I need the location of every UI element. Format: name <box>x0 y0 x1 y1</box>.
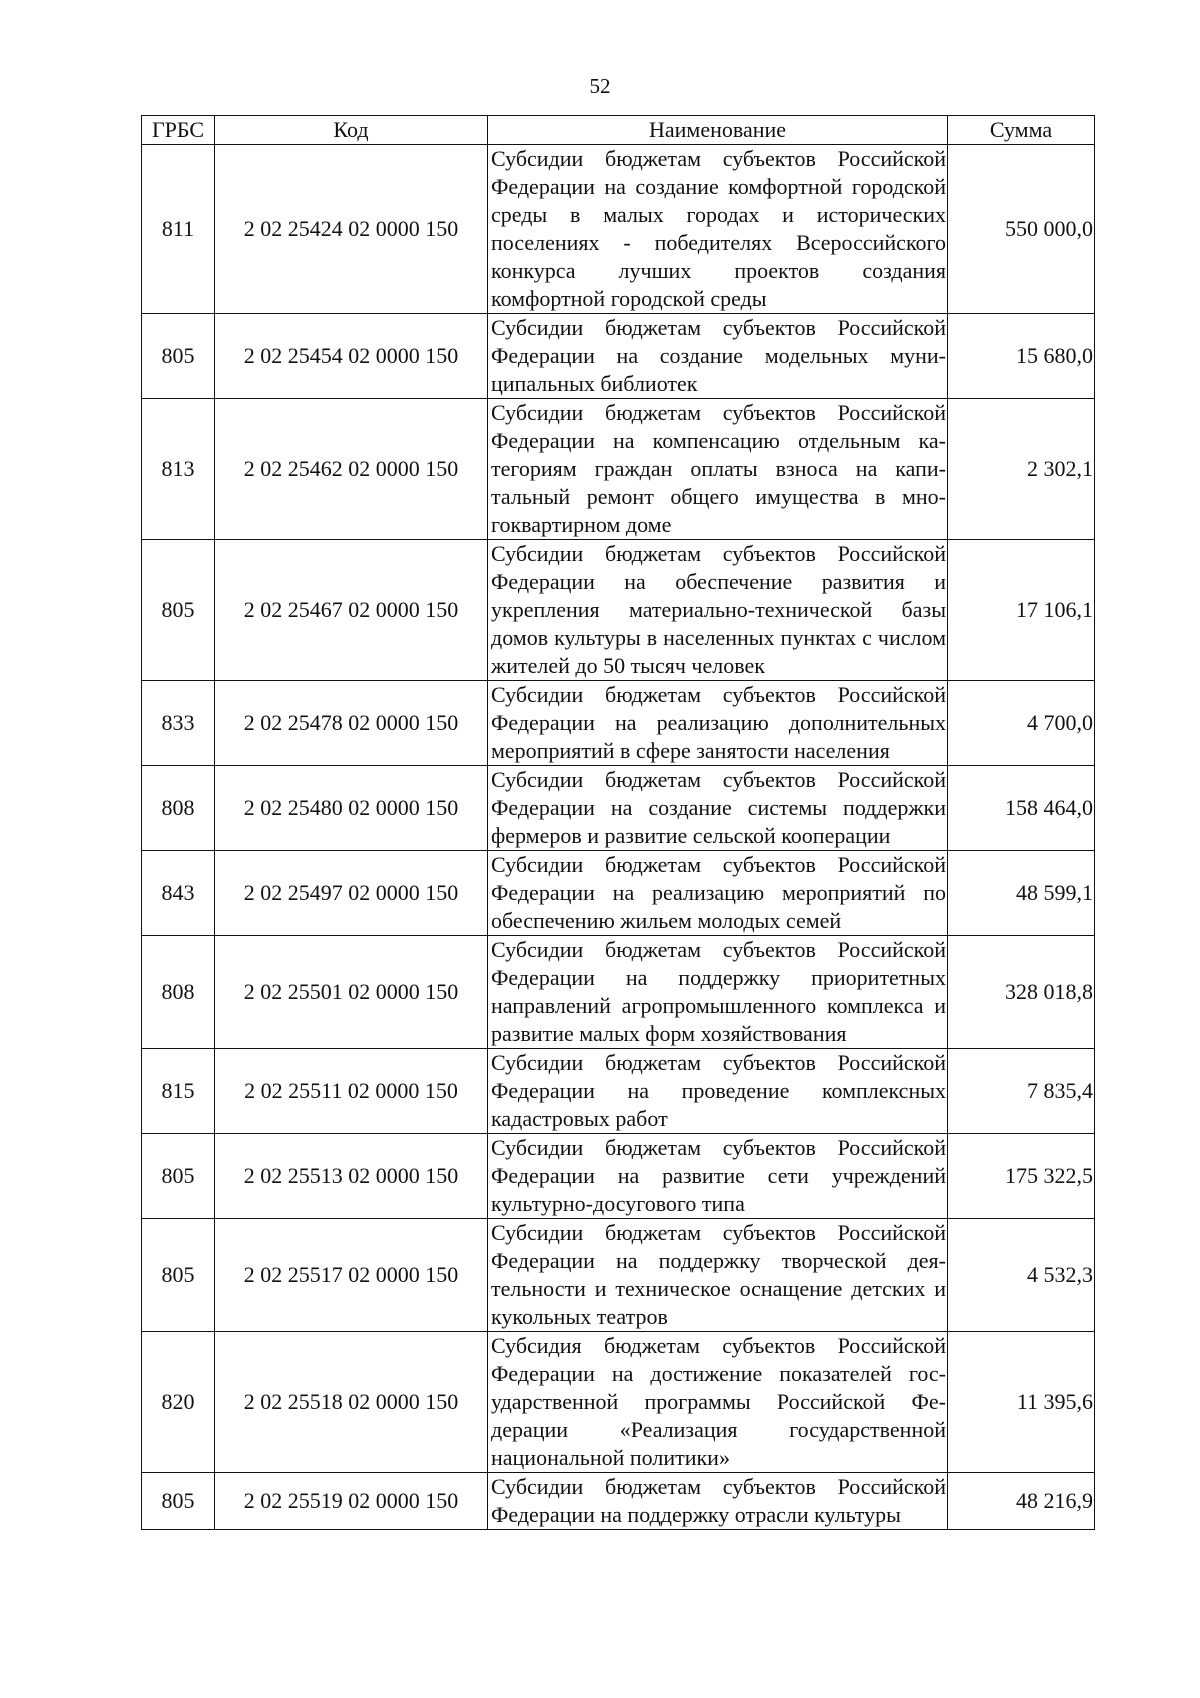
table-header-row <box>142 116 1095 145</box>
grbs-cell: 811 <box>142 145 215 314</box>
name-cell: Субсидии бюджетам субъектов Российской Федерации на реализацию мероприятий по обеспечению жильем молодых семей <box>488 851 948 936</box>
name-cell: Субсидии бюджетам субъектов Российской Федерации на создание комфортной городской среды в малых городах и исторических поселениях - победителях Всероссийского конкурса лучших проектов создания комфортной городской среды <box>488 145 948 314</box>
grbs-cell: 805 <box>142 1134 215 1219</box>
name-cell: Субсидии бюджетам субъектов Российской Федерации на компенсацию отдельным категориям граждан оплаты взноса на капитальный ремонт общего имущества в многоквартирном доме <box>488 399 948 540</box>
table-row <box>142 851 1095 936</box>
subsidies-table <box>141 115 1095 1530</box>
name-cell: Субсидии бюджетам субъектов Российской Федерации на создание системы поддержки фермеров и развитие сельской кооперации <box>488 766 948 851</box>
code-cell: 2 02 25480 02 0000 150 <box>215 766 488 851</box>
sum-cell: 4 532,3 <box>948 1219 1095 1332</box>
grbs-cell: 805 <box>142 1219 215 1332</box>
sum-cell: 328 018,8 <box>948 936 1095 1049</box>
code-cell: 2 02 25462 02 0000 150 <box>215 399 488 540</box>
code-cell: 2 02 25467 02 0000 150 <box>215 540 488 681</box>
code-cell: 2 02 25424 02 0000 150 <box>215 145 488 314</box>
code-cell: 2 02 25478 02 0000 150 <box>215 681 488 766</box>
code-cell: 2 02 25519 02 0000 150 <box>215 1473 488 1530</box>
name-cell: Субсидии бюджетам субъектов Российской Федерации на развитие сети учреждений культурно-досугового типа <box>488 1134 948 1219</box>
grbs-cell: 833 <box>142 681 215 766</box>
page-number: 52 <box>589 74 611 98</box>
sum-cell: 2 302,1 <box>948 399 1095 540</box>
grbs-cell: 805 <box>142 1473 215 1530</box>
sum-cell: 158 464,0 <box>948 766 1095 851</box>
name-cell: Субсидии бюджетам субъектов Российской Федерации на поддержку отрасли культуры <box>488 1473 948 1530</box>
sum-cell: 17 106,1 <box>948 540 1095 681</box>
code-cell: 2 02 25517 02 0000 150 <box>215 1219 488 1332</box>
code-cell: 2 02 25513 02 0000 150 <box>215 1134 488 1219</box>
grbs-cell: 808 <box>142 766 215 851</box>
table-row <box>142 766 1095 851</box>
table-row <box>142 1049 1095 1134</box>
sum-cell: 11 395,6 <box>948 1332 1095 1473</box>
sum-cell: 7 835,4 <box>948 1049 1095 1134</box>
sum-cell: 550 000,0 <box>948 145 1095 314</box>
table-row <box>142 1332 1095 1473</box>
name-cell: Субсидии бюджетам субъектов Российской Федерации на поддержку приоритетных направлений агропромышленного комплекса и развитие малых форм хозяйствования <box>488 936 948 1049</box>
table-row <box>142 1219 1095 1332</box>
grbs-cell: 813 <box>142 399 215 540</box>
grbs-cell: 815 <box>142 1049 215 1134</box>
code-cell: 2 02 25501 02 0000 150 <box>215 936 488 1049</box>
grbs-cell: 843 <box>142 851 215 936</box>
table-row <box>142 145 1095 314</box>
table-row <box>142 936 1095 1049</box>
grbs-cell: 820 <box>142 1332 215 1473</box>
sum-cell: 4 700,0 <box>948 681 1095 766</box>
name-cell: Субсидия бюджетам субъектов Российской Федерации на достижение показателей государственной программы Российской Федерации «Реализация государственной национальной политики» <box>488 1332 948 1473</box>
table-row <box>142 681 1095 766</box>
header-name: Наименование <box>488 116 948 145</box>
table-row <box>142 540 1095 681</box>
sum-cell: 15 680,0 <box>948 314 1095 399</box>
table-row <box>142 399 1095 540</box>
name-cell: Субсидии бюджетам субъектов Российской Федерации на проведение комплексных кадастровых работ <box>488 1049 948 1134</box>
sum-cell: 48 599,1 <box>948 851 1095 936</box>
header-code: Код <box>215 116 488 145</box>
code-cell: 2 02 25518 02 0000 150 <box>215 1332 488 1473</box>
sum-cell: 48 216,9 <box>948 1473 1095 1530</box>
table-row <box>142 1473 1095 1530</box>
sum-cell: 175 322,5 <box>948 1134 1095 1219</box>
code-cell: 2 02 25497 02 0000 150 <box>215 851 488 936</box>
header-sum: Сумма <box>948 116 1095 145</box>
grbs-cell: 805 <box>142 540 215 681</box>
name-cell: Субсидии бюджетам субъектов Российской Федерации на создание модельных муниципальных библиотек <box>488 314 948 399</box>
grbs-cell: 805 <box>142 314 215 399</box>
name-cell: Субсидии бюджетам субъектов Российской Федерации на обеспечение развития и укрепления материально-технической базы домов культуры в населенных пунктах с числом жителей до 50 тысяч человек <box>488 540 948 681</box>
code-cell: 2 02 25511 02 0000 150 <box>215 1049 488 1134</box>
header-grbs: ГРБС <box>142 116 215 145</box>
grbs-cell: 808 <box>142 936 215 1049</box>
name-cell: Субсидии бюджетам субъектов Российской Федерации на поддержку творческой деятельности и техническое оснащение детских и кукольных театров <box>488 1219 948 1332</box>
table-row <box>142 1134 1095 1219</box>
table-row <box>142 314 1095 399</box>
name-cell: Субсидии бюджетам субъектов Российской Федерации на реализацию дополнительных мероприятий в сфере занятости населения <box>488 681 948 766</box>
code-cell: 2 02 25454 02 0000 150 <box>215 314 488 399</box>
